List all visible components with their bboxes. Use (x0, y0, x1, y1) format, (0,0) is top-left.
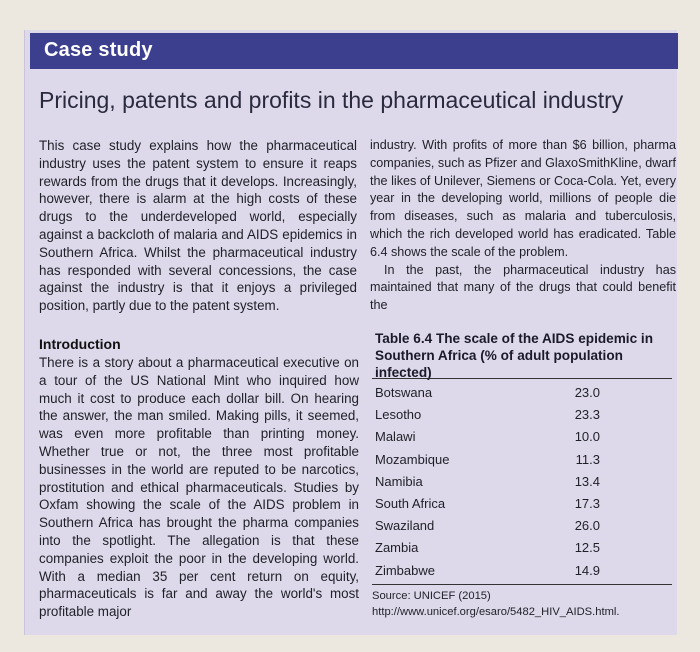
country-cell: Lesotho (375, 407, 422, 423)
right-paragraph-1: industry. With profits of more than $6 billion, pharma companies, such as Pfizer and GlaxoSmithKline, dwarf the likes of Unilever, Siemens or Coca-Cola. Yet, every year in the developing world, millions of people die from diseases, such as malaria and tuberculosis, which the rich developed world has eradicated. Table 6.4 shows the scale of the problem. (370, 138, 676, 259)
table-row (375, 563, 600, 585)
introduction-heading: Introduction (39, 336, 121, 352)
country-cell: Swaziland (375, 518, 435, 534)
page-title: Pricing, patents and profits in the pharmaceutical industry (39, 87, 624, 113)
introduction-body: There is a story about a pharmaceutical executive on a tour of the US National Mint who inquired how much it cost to produce each dollar bill. On hearing the answer, the man smiled. Making pills, it seemed, was even more profitable than printing money. Whether true or not, the three most profitable businesses in the world are reputed to be narcotics, prostitution and ethical pharmaceuticals. Studies by Oxfam showing the scale of the AIDS problem in Southern Africa has brought the pharma companies into the spotlight. The allegation is that these companies exploit the poor in the developing world. With a median 35 per cent return on equity, pharmaceuticals is far and away the world's most profitable major (39, 355, 359, 620)
value-cell: 12.5 (574, 540, 600, 556)
value-cell: 11.3 (575, 451, 600, 467)
value-cell: 14.9 (574, 562, 600, 578)
table-source: Source: UNICEF (2015) http://www.unicef.org/esaro/5482_HIV_AIDS.html. (372, 590, 620, 618)
table-row (375, 496, 600, 518)
left-column (39, 137, 357, 315)
country-cell: Zimbabwe (375, 562, 435, 578)
value-cell: 23.0 (574, 385, 600, 400)
table-row (375, 452, 600, 474)
country-cell: Zambia (375, 540, 419, 556)
table-row (375, 540, 600, 562)
value-cell: 10.0 (574, 429, 600, 445)
country-cell: Mozambique (375, 451, 450, 467)
header-label: Case study (44, 39, 153, 61)
country-cell: Namibia (375, 473, 423, 489)
table-row (375, 407, 600, 429)
value-cell: 23.3 (574, 407, 600, 423)
intro-paragraph: This case study explains how the pharmaceutical industry uses the patent system to ensure it reaps rewards from the drugs that it develops. Increasingly, however, there is alarm at the high costs of these drugs to the underdeveloped world, especially against a backcloth of malaria and AIDS epidemics in Southern Africa. Whilst the pharmaceutical industry has responded with several concessions, the case against the industry is that it enjoys a privileged position, partly due to the patent system. (39, 138, 357, 314)
table-row (375, 474, 600, 496)
table-caption: Table 6.4 The scale of the AIDS epidemic in Southern Africa (% of adult population infected) (375, 331, 653, 380)
aids-table (375, 385, 600, 585)
case-study-header (30, 33, 678, 69)
table-row (375, 518, 600, 540)
right-paragraph-2: In the past, the pharmaceutical industry has maintained that many of the drugs that could benefit the (370, 262, 676, 313)
value-cell: 26.0 (574, 518, 600, 534)
country-cell: Botswana (375, 385, 433, 400)
value-cell: 13.4 (574, 473, 600, 489)
country-cell: Malawi (375, 429, 416, 445)
country-cell: South Africa (375, 495, 446, 511)
table-top-rule (372, 378, 672, 379)
table-bottom-rule (372, 584, 672, 585)
right-column (370, 137, 676, 315)
value-cell: 17.3 (574, 495, 600, 511)
table-row (375, 429, 600, 451)
table-row (375, 385, 600, 407)
